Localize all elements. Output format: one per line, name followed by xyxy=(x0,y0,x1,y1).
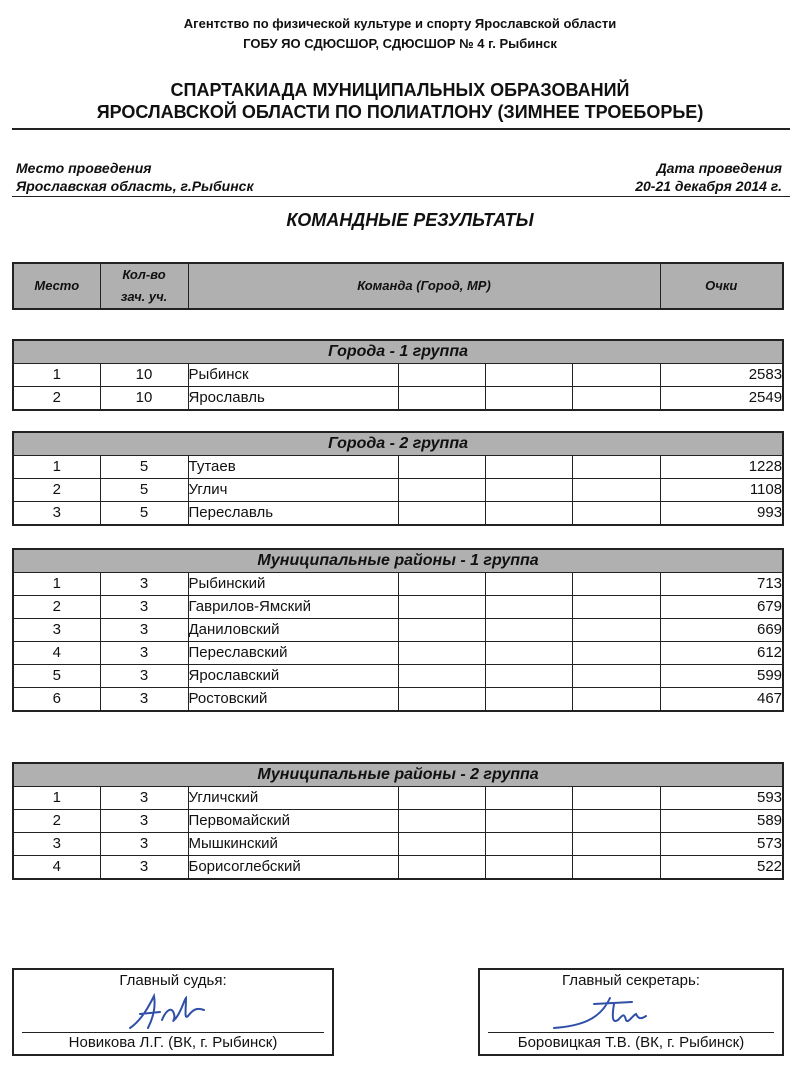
empty-cell xyxy=(485,387,572,411)
team-cell: Ростовский xyxy=(188,688,398,712)
document-title-line2: ЯРОСЛАВСКОЙ ОБЛАСТИ ПО ПОЛИАТЛОНУ (ЗИМНЕЕ ТРОЕБОРЬЕ) xyxy=(96,102,704,122)
table-row xyxy=(13,642,783,665)
points-cell: 713 xyxy=(660,573,783,596)
place-cell: 4 xyxy=(13,856,100,880)
table-row xyxy=(13,596,783,619)
group-title: Муниципальные районы - 2 группа xyxy=(13,763,783,787)
handwritten-signature-icon xyxy=(550,990,680,1034)
count-cell: 3 xyxy=(100,833,188,856)
empty-cell xyxy=(485,856,572,880)
table-row xyxy=(13,364,783,387)
count-cell: 5 xyxy=(100,456,188,479)
empty-cell xyxy=(398,856,485,880)
count-cell: 3 xyxy=(100,688,188,712)
team-cell: Угличский xyxy=(188,787,398,810)
signature-stroke xyxy=(554,998,646,1028)
signature-name: Боровицкая Т.В. (ВК, г. Рыбинск) xyxy=(517,1034,745,1051)
place-cell: 2 xyxy=(13,810,100,833)
empty-cell xyxy=(485,642,572,665)
place-cell: 2 xyxy=(13,387,100,411)
team-cell: Гаврилов-Ямский xyxy=(188,596,398,619)
table-row xyxy=(13,688,783,712)
team-cell: Тутаев xyxy=(188,456,398,479)
empty-cell xyxy=(398,642,485,665)
group-table xyxy=(12,339,784,411)
empty-cell xyxy=(572,665,660,688)
empty-cell xyxy=(398,456,485,479)
points-cell: 593 xyxy=(660,787,783,810)
team-cell: Углич xyxy=(188,479,398,502)
school-name: ГОБУ ЯО СДЮСШОР, СДЮСШОР № 4 г. Рыбинск xyxy=(243,36,557,51)
empty-cell xyxy=(485,364,572,387)
empty-cell xyxy=(572,456,660,479)
team-cell: Ярославский xyxy=(188,665,398,688)
count-cell: 3 xyxy=(100,787,188,810)
table-row xyxy=(13,810,783,833)
signature-name: Новикова Л.Г. (ВК, г. Рыбинск) xyxy=(68,1034,278,1051)
empty-cell xyxy=(485,502,572,526)
table-row xyxy=(13,833,783,856)
team-cell: Рыбинский xyxy=(188,573,398,596)
agency-name: Агентство по физической культуре и спорту Ярославской области xyxy=(183,16,617,31)
team-cell: Мышкинский xyxy=(188,833,398,856)
place-cell: 4 xyxy=(13,642,100,665)
empty-cell xyxy=(398,688,485,712)
empty-cell xyxy=(572,688,660,712)
empty-cell xyxy=(485,787,572,810)
empty-cell xyxy=(485,479,572,502)
empty-cell xyxy=(398,502,485,526)
signature-role: Главный секретарь: xyxy=(562,972,700,989)
column-header-points: Очки xyxy=(660,263,783,309)
table-row xyxy=(13,619,783,642)
points-cell: 589 xyxy=(660,810,783,833)
signature-line xyxy=(22,1032,324,1033)
place-cell: 1 xyxy=(13,364,100,387)
team-cell: Борисоглебский xyxy=(188,856,398,880)
column-header-team: Команда (Город, МР) xyxy=(188,263,660,309)
document-title-line1: СПАРТАКИАДА МУНИЦИПАЛЬНЫХ ОБРАЗОВАНИЙ xyxy=(170,80,630,100)
venue-label: Место проведения xyxy=(16,160,152,176)
place-cell: 5 xyxy=(13,665,100,688)
team-cell: Даниловский xyxy=(188,619,398,642)
empty-cell xyxy=(485,573,572,596)
empty-cell xyxy=(398,364,485,387)
empty-cell xyxy=(572,387,660,411)
table-row xyxy=(13,502,783,526)
group-title: Города - 1 группа xyxy=(13,340,783,364)
place-cell: 1 xyxy=(13,787,100,810)
count-cell: 3 xyxy=(100,642,188,665)
empty-cell xyxy=(398,573,485,596)
count-cell: 5 xyxy=(100,479,188,502)
empty-cell xyxy=(398,596,485,619)
points-cell: 669 xyxy=(660,619,783,642)
group-table xyxy=(12,762,784,880)
empty-cell xyxy=(572,502,660,526)
empty-cell xyxy=(572,596,660,619)
empty-cell xyxy=(485,688,572,712)
count-cell: 10 xyxy=(100,364,188,387)
empty-cell xyxy=(485,456,572,479)
count-cell: 3 xyxy=(100,573,188,596)
signature-box-chief-judge xyxy=(12,968,334,1056)
venue-value: Ярославская область, г.Рыбинск xyxy=(16,178,254,194)
points-cell: 612 xyxy=(660,642,783,665)
empty-cell xyxy=(572,856,660,880)
venue-divider xyxy=(12,196,790,197)
column-header-place: Место xyxy=(13,263,100,309)
table-row xyxy=(13,387,783,411)
group-title: Муниципальные районы - 1 группа xyxy=(13,549,783,573)
empty-cell xyxy=(398,787,485,810)
count-cell: 3 xyxy=(100,856,188,880)
group-title: Города - 2 группа xyxy=(13,432,783,456)
empty-cell xyxy=(485,596,572,619)
empty-cell xyxy=(572,573,660,596)
empty-cell xyxy=(398,833,485,856)
signature-stroke xyxy=(130,996,204,1028)
place-cell: 3 xyxy=(13,502,100,526)
count-cell: 3 xyxy=(100,810,188,833)
empty-cell xyxy=(572,619,660,642)
empty-cell xyxy=(398,665,485,688)
count-cell: 3 xyxy=(100,665,188,688)
place-cell: 2 xyxy=(13,596,100,619)
table-row xyxy=(13,456,783,479)
empty-cell xyxy=(485,619,572,642)
handwritten-signature-icon xyxy=(124,990,234,1034)
table-row xyxy=(13,856,783,880)
empty-cell xyxy=(485,665,572,688)
points-cell: 573 xyxy=(660,833,783,856)
table-row xyxy=(13,787,783,810)
points-cell: 467 xyxy=(660,688,783,712)
empty-cell xyxy=(572,810,660,833)
team-cell: Переславль xyxy=(188,502,398,526)
count-cell: 10 xyxy=(100,387,188,411)
empty-cell xyxy=(398,387,485,411)
date-value: 20-21 декабря 2014 г. xyxy=(635,178,782,194)
team-cell: Рыбинск xyxy=(188,364,398,387)
place-cell: 1 xyxy=(13,573,100,596)
table-row xyxy=(13,479,783,502)
empty-cell xyxy=(398,479,485,502)
points-cell: 993 xyxy=(660,502,783,526)
signature-box-chief-secretary xyxy=(478,968,784,1056)
place-cell: 2 xyxy=(13,479,100,502)
group-table xyxy=(12,431,784,526)
title-divider xyxy=(12,128,790,130)
count-cell: 5 xyxy=(100,502,188,526)
empty-cell xyxy=(572,833,660,856)
points-cell: 2549 xyxy=(660,387,783,411)
place-cell: 3 xyxy=(13,833,100,856)
column-header-table xyxy=(12,262,784,310)
points-cell: 679 xyxy=(660,596,783,619)
points-cell: 522 xyxy=(660,856,783,880)
signature-line xyxy=(488,1032,774,1033)
empty-cell xyxy=(572,364,660,387)
signature-role: Главный судья: xyxy=(119,972,227,989)
results-title: КОМАНДНЫЕ РЕЗУЛЬТАТЫ xyxy=(286,210,534,230)
place-cell: 1 xyxy=(13,456,100,479)
table-row xyxy=(13,665,783,688)
count-cell: 3 xyxy=(100,619,188,642)
empty-cell xyxy=(398,810,485,833)
empty-cell xyxy=(485,833,572,856)
empty-cell xyxy=(572,642,660,665)
empty-cell xyxy=(572,787,660,810)
date-label: Дата проведения xyxy=(656,160,782,176)
points-cell: 1228 xyxy=(660,456,783,479)
points-cell: 1108 xyxy=(660,479,783,502)
team-cell: Ярославль xyxy=(188,387,398,411)
team-cell: Переславский xyxy=(188,642,398,665)
empty-cell xyxy=(485,810,572,833)
points-cell: 2583 xyxy=(660,364,783,387)
empty-cell xyxy=(572,479,660,502)
column-header-count: Кол-во зач. уч. xyxy=(100,263,188,309)
place-cell: 6 xyxy=(13,688,100,712)
group-table xyxy=(12,548,784,712)
table-row xyxy=(13,573,783,596)
place-cell: 3 xyxy=(13,619,100,642)
points-cell: 599 xyxy=(660,665,783,688)
count-cell: 3 xyxy=(100,596,188,619)
empty-cell xyxy=(398,619,485,642)
team-cell: Первомайский xyxy=(188,810,398,833)
